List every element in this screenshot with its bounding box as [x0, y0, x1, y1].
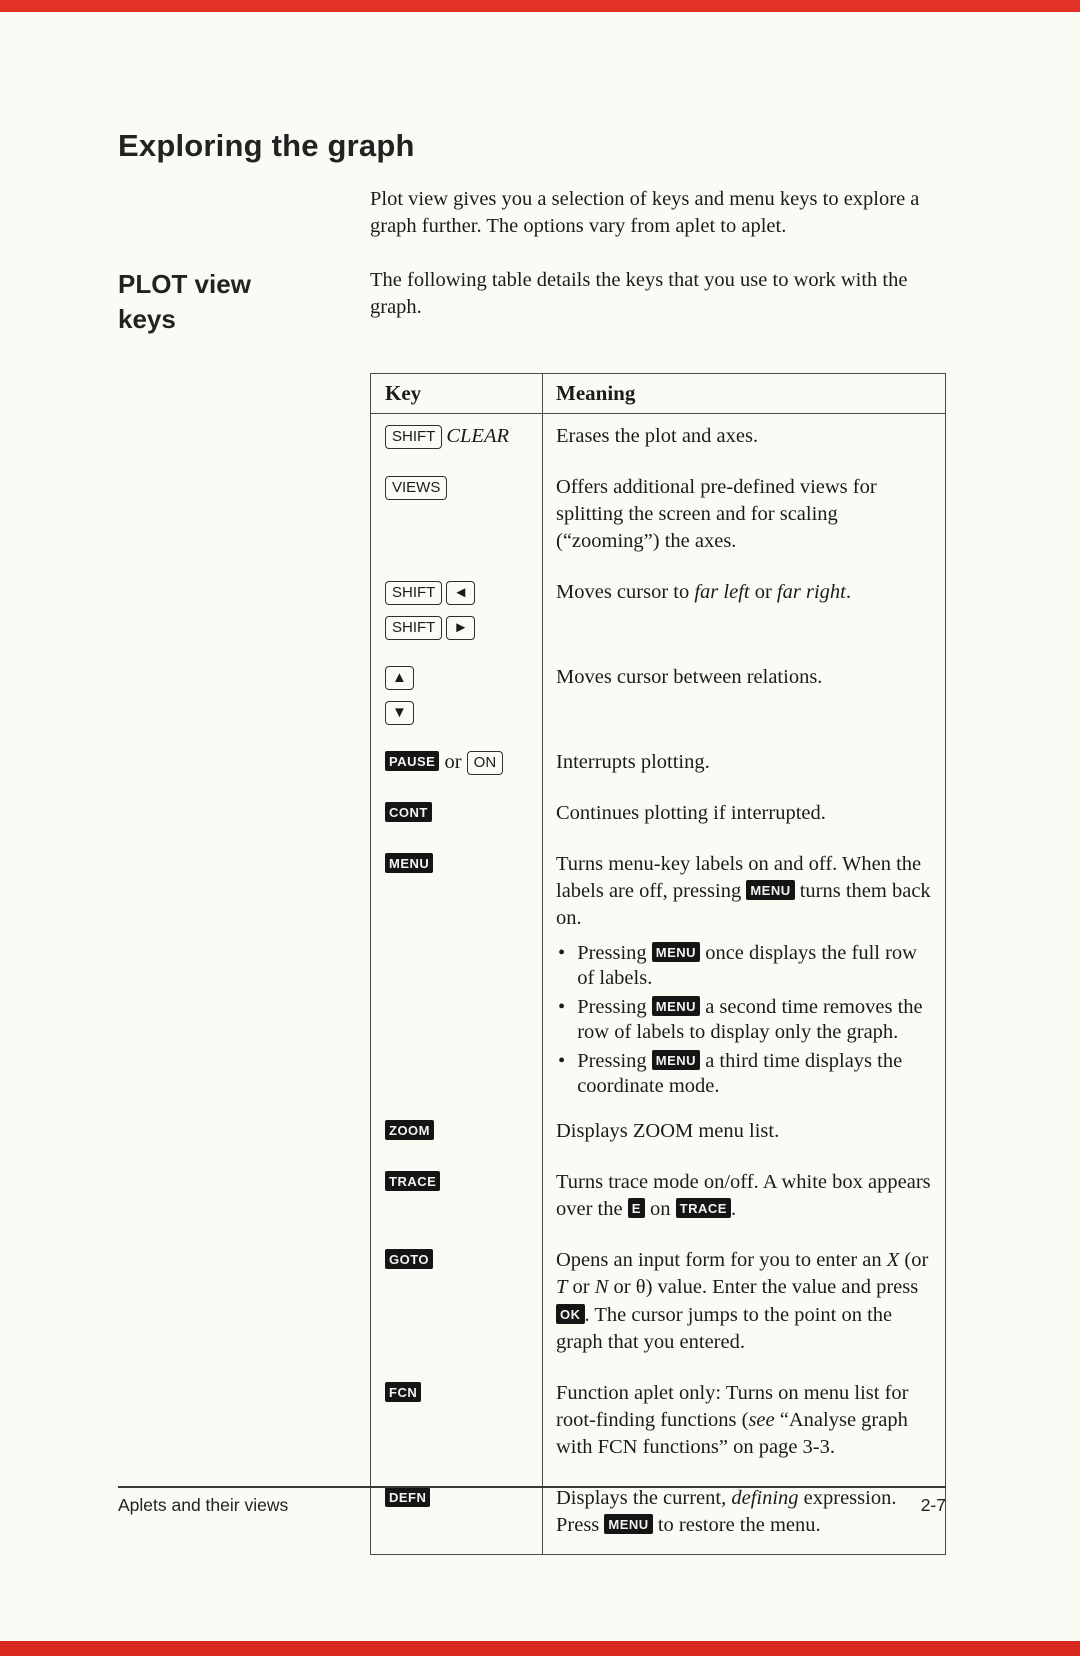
text-run: or θ) value. Enter the value and press: [608, 1276, 919, 1299]
text-run: Turns menu-key labels on and off. When the labels are off, pressing: [556, 853, 922, 903]
key-cell: [371, 465, 543, 570]
menukey-menu: MENU: [652, 942, 700, 962]
meaning-paragraph: [556, 1118, 937, 1145]
keycap-left-arrow-icon: ◄: [446, 581, 475, 605]
text-run: Continues plotting if interrupted.: [556, 802, 826, 825]
text-run: or: [567, 1276, 595, 1299]
key-cell: [371, 1238, 543, 1370]
meaning-paragraph: [556, 423, 937, 450]
key-combination: [385, 664, 534, 691]
menukey-ok: OK: [556, 1304, 585, 1324]
italic-t: T: [556, 1276, 568, 1299]
table-intro-paragraph: The following table details the keys that you use to work with the graph.: [370, 268, 908, 318]
keycap-shift: SHIFT: [385, 425, 442, 449]
text-run: Displays ZOOM menu list.: [556, 1120, 780, 1143]
meaning-cell: [543, 413, 946, 465]
text-run: expression. Press: [556, 1486, 897, 1536]
bullet-item: [558, 1049, 937, 1099]
italic-n: N: [594, 1276, 609, 1299]
table-row: [371, 465, 946, 570]
meaning-cell: [543, 1160, 946, 1238]
side-heading-line1: PLOT view: [118, 268, 251, 299]
italic-defining: defining: [731, 1486, 799, 1509]
key-cell: [371, 1160, 543, 1238]
key-combination: [385, 749, 534, 776]
plot-view-keys-section: [118, 267, 948, 337]
menukey-menu: MENU: [652, 1050, 700, 1070]
bullet-marker: •: [558, 942, 566, 965]
table-row: [371, 1238, 946, 1370]
text-run: .: [845, 580, 851, 603]
key-cell: [371, 655, 543, 740]
text-run: a third time displays the coordinate mode.: [577, 1050, 903, 1098]
meaning-paragraph: [556, 1169, 937, 1223]
text-or: or: [439, 751, 467, 774]
text-run: Erases the plot and axes.: [556, 424, 759, 447]
key-combination: [385, 423, 534, 450]
bullet-marker: •: [558, 996, 566, 1019]
table-row: [371, 1160, 946, 1238]
table-row: [371, 740, 946, 791]
key-combination: [385, 1380, 534, 1407]
key-combination: [385, 1169, 534, 1196]
bullet-text: [577, 941, 937, 991]
key-label-clear: CLEAR: [446, 424, 509, 447]
text-run: Function aplet only: Turns on menu list for root-finding functions (: [556, 1381, 909, 1431]
meaning-cell: [543, 1371, 946, 1476]
text-run: Displays the current,: [556, 1486, 732, 1509]
meaning-paragraph: [556, 474, 937, 555]
menukey-menu: MENU: [385, 853, 433, 873]
text-run: “Analyse graph with FCN functions” on page 3-3.: [556, 1408, 908, 1458]
text-run: Pressing: [577, 996, 652, 1019]
text-run: Opens an input form for you to enter an: [556, 1249, 887, 1272]
key-combination: [385, 614, 534, 641]
footer-section-title: Aplets and their views: [118, 1495, 289, 1515]
key-combination: [385, 579, 534, 606]
menukey-fcn: FCN: [385, 1382, 421, 1402]
plot-view-keys-table: [370, 373, 946, 1555]
key-cell: [371, 1371, 543, 1476]
menukey-e: E: [628, 1198, 645, 1218]
menukey-cont: CONT: [385, 802, 432, 822]
key-cell: [371, 1109, 543, 1160]
scan-edge-bottom: [0, 1641, 1080, 1656]
text-run: Interrupts plotting.: [556, 751, 710, 774]
bullet-item: [558, 995, 937, 1045]
menukey-menu: MENU: [746, 880, 794, 900]
menukey-defn: DEFN: [385, 1487, 430, 1507]
menukey-pause: PAUSE: [385, 751, 439, 771]
intro-paragraph: Plot view gives you a selection of keys and menu keys to explore a graph further. The options vary from aplet to aplet.: [370, 188, 920, 238]
text-run: (or: [899, 1249, 929, 1272]
meaning-column-header: Meaning: [543, 373, 946, 413]
footer-text-row: [118, 1495, 946, 1516]
page-content: [118, 128, 948, 1555]
text-run: Pressing: [577, 1050, 652, 1073]
menukey-menu: MENU: [604, 1514, 652, 1534]
table-header-row: [371, 373, 946, 413]
side-heading: [118, 267, 370, 337]
menukey-trace: TRACE: [676, 1198, 731, 1218]
key-combination: [385, 1118, 534, 1145]
table-row: [371, 655, 946, 740]
scan-edge-top: [0, 0, 1080, 12]
key-column-header: Key: [371, 373, 543, 413]
table-row: [371, 570, 946, 655]
text-run: Moves cursor between relations.: [556, 665, 823, 688]
meaning-paragraph: [556, 1247, 937, 1355]
footer-page-number: 2-7: [920, 1495, 946, 1515]
meaning-cell: [543, 842, 946, 1109]
text-run: once displays the full row of labels.: [577, 942, 917, 990]
meaning-paragraph: [556, 664, 937, 691]
meaning-paragraph: [556, 851, 937, 932]
meaning-paragraph: [556, 579, 937, 606]
menukey-trace: TRACE: [385, 1171, 440, 1191]
meaning-cell: [543, 1109, 946, 1160]
italic-see: see: [748, 1408, 775, 1431]
key-table-body: [371, 413, 946, 1554]
key-combination: [385, 1247, 534, 1274]
key-cell: [371, 791, 543, 842]
meaning-paragraph: [556, 800, 937, 827]
bullet-text: [577, 1049, 937, 1099]
italic-far-left: far left: [694, 580, 750, 603]
intro-section: [118, 186, 948, 241]
menukey-menu: MENU: [652, 996, 700, 1016]
meaning-cell: [543, 570, 946, 655]
meaning-paragraph: [556, 749, 937, 776]
keycap-on: ON: [467, 751, 504, 775]
meaning-bullet-list: [558, 941, 937, 1099]
keycap-views: VIEWS: [385, 476, 447, 500]
table-row: [371, 1371, 946, 1476]
side-heading-line2: keys: [118, 303, 176, 334]
keycap-shift: SHIFT: [385, 581, 442, 605]
text-run: Moves cursor to: [556, 580, 695, 603]
text-run: Offers additional pre-defined views for splitting the screen and for scaling (“zooming”) the axes.: [556, 475, 877, 552]
key-combination: [385, 851, 534, 878]
text-run: .: [730, 1198, 737, 1221]
table-row: [371, 1109, 946, 1160]
key-cell: [371, 740, 543, 791]
text-run: Pressing: [577, 942, 652, 965]
text-run: . The cursor jumps to the point on the graph that you entered.: [556, 1303, 893, 1353]
text-run: to restore the menu.: [652, 1513, 821, 1536]
italic-x: X: [886, 1249, 900, 1272]
left-margin: [118, 186, 370, 241]
menukey-zoom: ZOOM: [385, 1120, 434, 1140]
table-row: [371, 791, 946, 842]
keycap-up-arrow-icon: ▲: [385, 666, 414, 690]
page-title: Exploring the graph: [118, 128, 415, 163]
meaning-cell: [543, 655, 946, 740]
bullet-item: [558, 941, 937, 991]
footer-rule: [118, 1486, 946, 1488]
bullet-marker: •: [558, 1050, 566, 1073]
key-cell: [371, 413, 543, 465]
meaning-cell: [543, 740, 946, 791]
table-row: [371, 413, 946, 465]
meaning-cell: [543, 465, 946, 570]
bullet-text: [577, 995, 937, 1045]
key-combination: [385, 474, 534, 501]
keycap-down-arrow-icon: ▼: [385, 701, 414, 725]
menukey-goto: GOTO: [385, 1249, 433, 1269]
meaning-paragraph: [556, 1380, 937, 1461]
meaning-cell: [543, 1238, 946, 1370]
text-run: or: [749, 580, 777, 603]
key-combination: [385, 699, 534, 726]
meaning-cell: [543, 791, 946, 842]
text-run: turns them back on.: [556, 880, 931, 930]
table-row: [371, 842, 946, 1109]
key-cell: [371, 842, 543, 1109]
page-footer: [118, 1486, 946, 1516]
text-run: a second time removes the row of labels to display only the graph.: [577, 996, 923, 1044]
key-combination: [385, 800, 534, 827]
italic-far-right: far right: [776, 580, 846, 603]
text-run: on: [644, 1198, 676, 1221]
keycap-right-arrow-icon: ►: [446, 616, 475, 640]
keycap-shift: SHIFT: [385, 616, 442, 640]
key-cell: [371, 570, 543, 655]
text-run: Turns trace mode on/off. A white box appears over the: [556, 1171, 931, 1221]
